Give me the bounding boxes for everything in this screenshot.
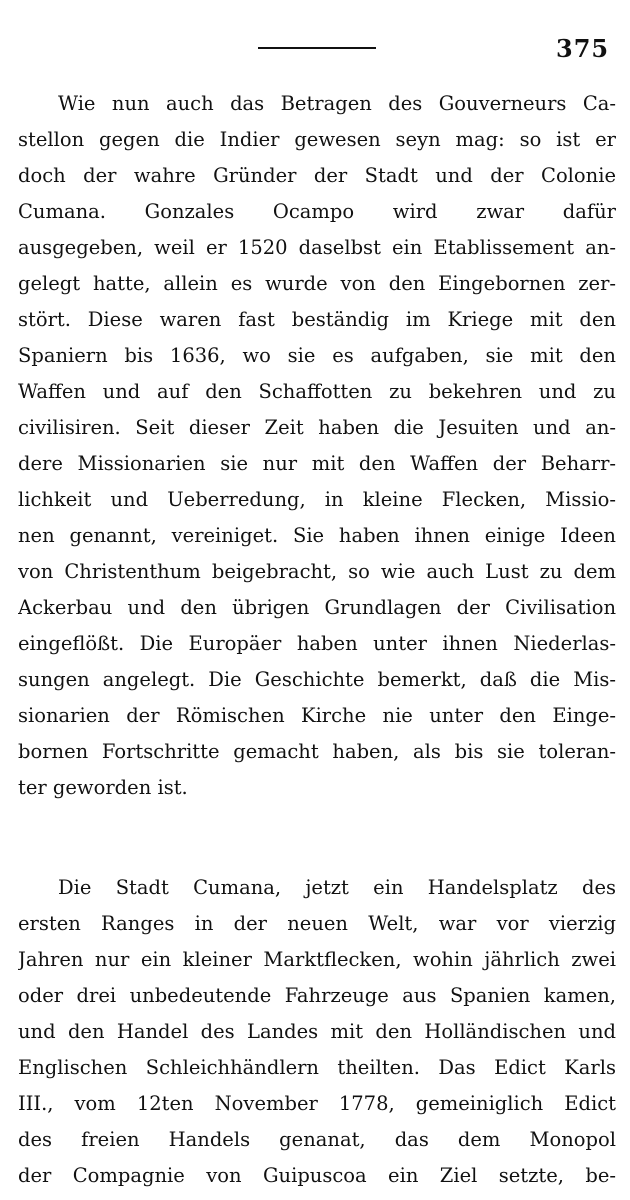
- text-line: ausgegeben, weil er 1520 daselbst ein Etablissement an-: [18, 236, 616, 259]
- page-number: 375: [556, 34, 610, 63]
- text-line: ter geworden ist.: [18, 776, 188, 799]
- text-line: eingeflößt. Die Europäer haben unter ihnen Niederlas-: [18, 632, 616, 655]
- text-line: dere Missionarien sie nur mit den Waffen der Beharr-: [18, 452, 616, 475]
- text-line: sionarien der Römischen Kirche nie unter den Einge-: [18, 704, 616, 727]
- text-line: civilisiren. Seit dieser Zeit haben die Jesuiten und an-: [18, 416, 616, 439]
- text-line: stellon gegen die Indier gewesen seyn mag: so ist er: [18, 128, 616, 151]
- text-line: stört. Diese waren fast beständig im Kriege mit den: [18, 308, 616, 331]
- text-line: doch der wahre Gründer der Stadt und der Colonie: [18, 164, 616, 187]
- text-line: gelegt hatte, allein es wurde von den Eingebornen zer-: [18, 272, 616, 295]
- paragraph-gap: [18, 806, 616, 870]
- page-text: [18, 86, 616, 1194]
- text-line: von Christenthum beigebracht, so wie auch Lust zu dem: [18, 560, 616, 583]
- text-line: lichkeit und Ueberredung, in kleine Flecken, Missio-: [18, 488, 616, 511]
- text-line: Cumana. Gonzales Ocampo wird zwar dafür: [18, 200, 616, 223]
- paragraph-2: [18, 870, 616, 1194]
- text-line: ersten Ranges in der neuen Welt, war vor vierzig: [18, 912, 616, 935]
- text-line: der Compagnie von Guipuscoa ein Ziel setzte, be-: [18, 1164, 616, 1187]
- text-line: bornen Fortschritte gemacht haben, als bis sie toleran-: [18, 740, 616, 763]
- text-line: Englischen Schleichhändlern theilten. Das Edict Karls: [18, 1056, 616, 1079]
- text-line: des freien Handels genanat, das dem Monopol: [18, 1128, 616, 1151]
- text-line: Die Stadt Cumana, jetzt ein Handelsplatz des: [58, 876, 616, 899]
- text-line: Ackerbau und den übrigen Grundlagen der Civilisation: [18, 596, 616, 619]
- text-line: nen genannt, vereiniget. Sie haben ihnen einige Ideen: [18, 524, 616, 547]
- text-line: III., vom 12ten November 1778, gemeiniglich Edict: [18, 1092, 616, 1115]
- text-line: Jahren nur ein kleiner Marktflecken, wohin jährlich zwei: [18, 948, 616, 971]
- text-line: Spaniern bis 1636, wo sie es aufgaben, sie mit den: [18, 344, 616, 367]
- text-line: Waffen und auf den Schaffotten zu bekehren und zu: [18, 380, 616, 403]
- text-line: sungen angelegt. Die Geschichte bemerkt, daß die Mis-: [18, 668, 616, 691]
- paragraph-1: [18, 86, 616, 806]
- text-line: Wie nun auch das Betragen des Gouverneurs Ca-: [58, 92, 616, 115]
- header-rule: [258, 47, 376, 49]
- text-line: oder drei unbedeutende Fahrzeuge aus Spanien kamen,: [18, 984, 616, 1007]
- text-line: und den Handel des Landes mit den Holländischen und: [18, 1020, 616, 1043]
